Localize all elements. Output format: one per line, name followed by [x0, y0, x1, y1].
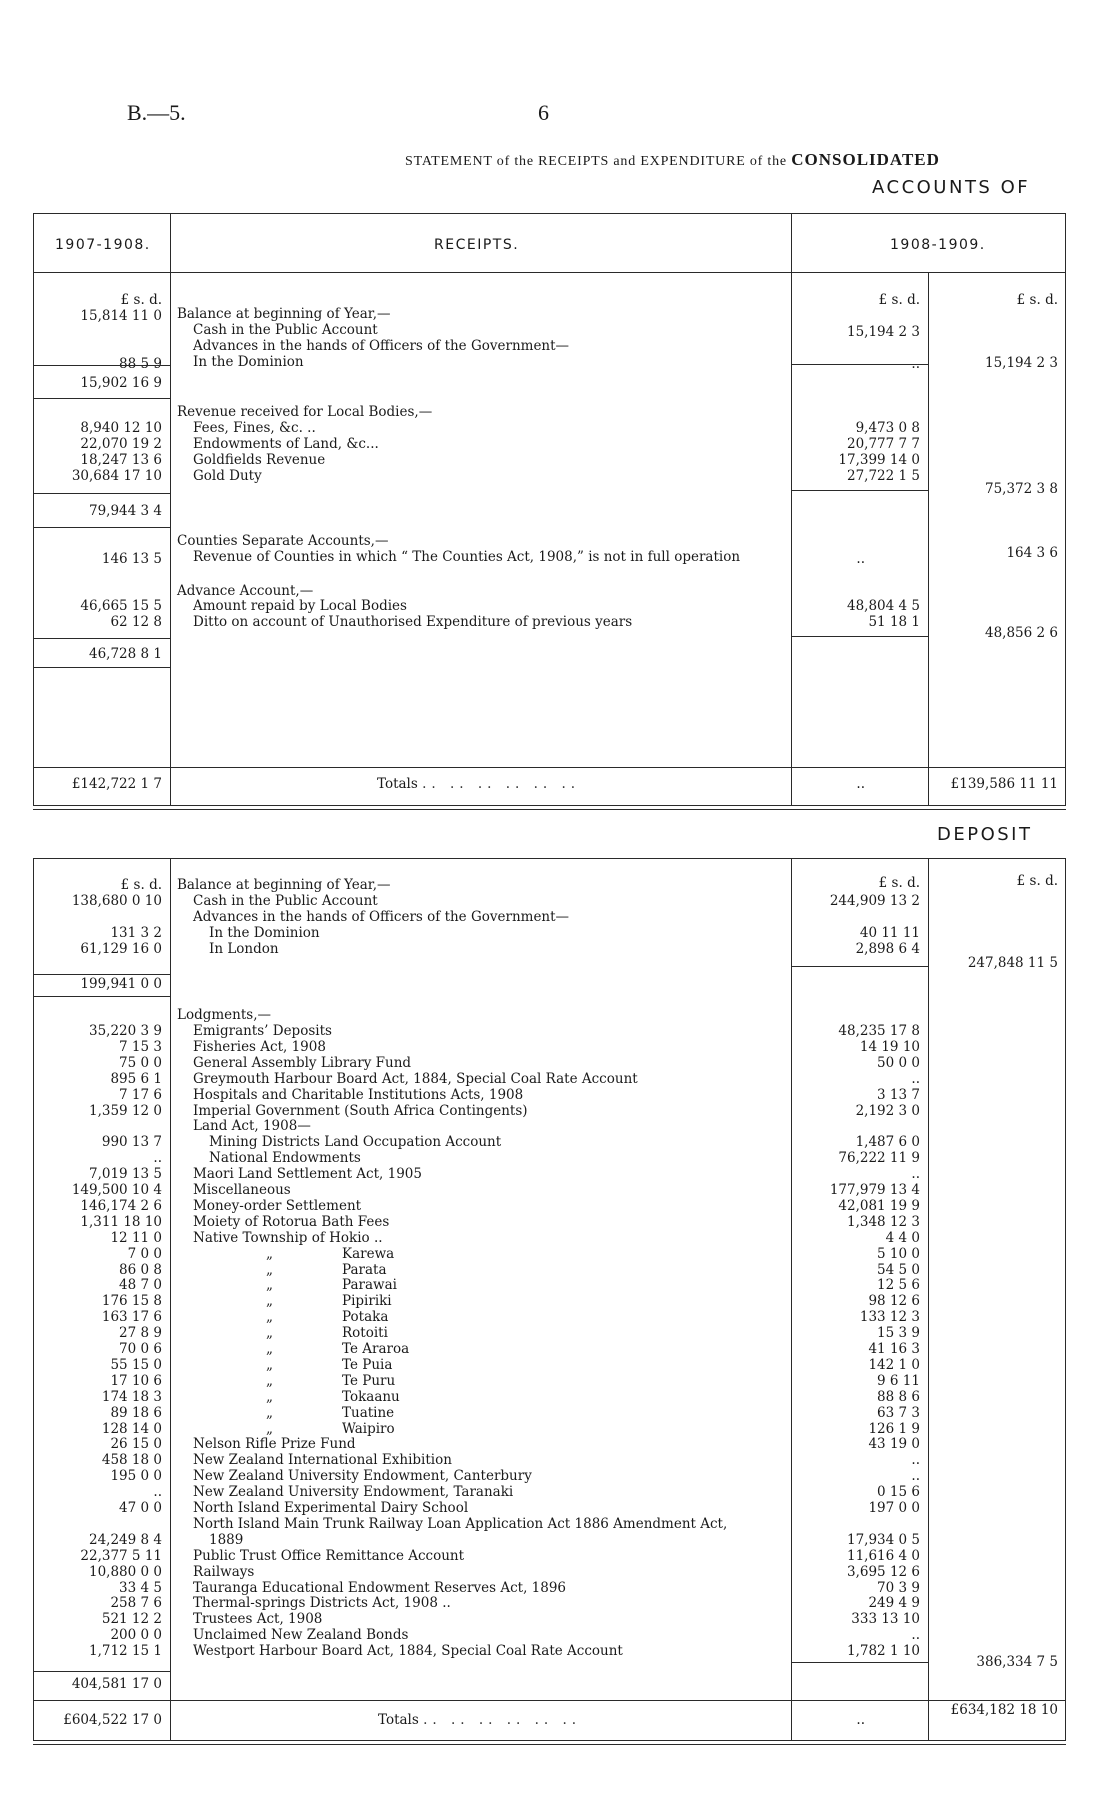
receipts-balance-left: 88 5 9: [119, 356, 162, 372]
deposit-balance-label: Advances in the hands of Officers of the Government—: [193, 909, 570, 925]
deposit-title: DEPOSIT: [937, 824, 1033, 845]
lodgment-mid: 249 4 9: [868, 1595, 920, 1611]
local-bodies-label: Endowments of Land, &c...: [193, 436, 379, 452]
receipts-balance-left: 15,814 11 0: [80, 308, 162, 324]
lodgment-mid: 4 4 0: [885, 1230, 920, 1246]
lodgment-label: Thermal-springs Districts Act, 1908 ..: [193, 1595, 451, 1611]
lodgment-mid: 42,081 19 9: [838, 1198, 920, 1214]
lodgment-left: 521 12 2: [101, 1611, 162, 1627]
page-number: 6: [538, 100, 549, 125]
lodgment-label: Native Township of Hokio ..: [193, 1230, 383, 1246]
deposit-balance-mid: 244,909 13 2: [829, 893, 920, 909]
lodgment-mid: ..: [911, 1452, 920, 1468]
receipts-balance-mid: 15,194 2 3: [847, 324, 920, 340]
lodgment-mid: 48,235 17 8: [838, 1023, 920, 1039]
counties-heading: Counties Separate Accounts,—: [177, 533, 389, 549]
ditto-mark: „: [266, 1405, 273, 1421]
advance-label: Amount repaid by Local Bodies: [193, 598, 407, 614]
lodgment-mid: 1,348 12 3: [847, 1214, 920, 1230]
lodgment-label: Rotoiti: [342, 1325, 388, 1341]
lodgment-mid: 15 3 9: [877, 1325, 920, 1341]
lodgment-label: Waipiro: [342, 1421, 395, 1437]
lodgment-mid: 333 13 10: [851, 1611, 920, 1627]
lodgment-mid: ..: [911, 1071, 920, 1087]
lodgment-label: Nelson Rifle Prize Fund: [193, 1436, 356, 1452]
lodgment-left: 1,311 18 10: [80, 1214, 162, 1230]
receipts-balance-total-right: 15,194 2 3: [985, 355, 1058, 371]
lodgment-left: 174 18 3: [101, 1389, 162, 1405]
lodgment-mid: 0 15 6: [877, 1484, 920, 1500]
lodgment-mid: 197 0 0: [868, 1500, 920, 1516]
deposit-totals-label: Totals .. .. .. .. .. ..: [378, 1712, 582, 1728]
deposit-currency-mid: £ s. d.: [878, 875, 920, 891]
lodgment-mid: 43 19 0: [868, 1436, 920, 1452]
deposit-balance-mid: 40 11 11: [859, 925, 920, 941]
lodgment-left: 55 15 0: [110, 1357, 162, 1373]
lodgment-label: Hospitals and Charitable Institutions Acts, 1908: [193, 1087, 524, 1103]
local-bodies-label: Fees, Fines, &c. ..: [193, 420, 316, 436]
statement-title: [405, 150, 940, 170]
lodgment-left: 70 0 6: [119, 1341, 162, 1357]
statement-title-text: STATEMENT of the RECEIPTS and EXPENDITURE of the: [405, 154, 787, 169]
local-bodies-left: 22,070 19 2: [80, 436, 162, 452]
lodgment-label: Fisheries Act, 1908: [193, 1039, 326, 1055]
local-bodies-heading: Revenue received for Local Bodies,—: [177, 404, 433, 420]
receipts-totals-label-text: Totals: [377, 776, 418, 792]
lodgments-total-left: 404,581 17 0: [71, 1676, 162, 1692]
lodgment-label: 1889: [209, 1532, 244, 1548]
receipts-balance-label: Balance at beginning of Year,—: [177, 306, 391, 322]
lodgment-mid: 70 3 9: [877, 1580, 920, 1596]
advance-left: 46,665 15 5: [80, 598, 162, 614]
lodgment-label: Emigrants’ Deposits: [193, 1023, 332, 1039]
lodgment-left: 33 4 5: [119, 1580, 162, 1596]
deposit-totals-label-text: Totals: [378, 1712, 419, 1728]
statement-subtitle: ACCOUNTS OF: [872, 177, 1031, 198]
ditto-mark: „: [266, 1389, 273, 1405]
ditto-mark: „: [266, 1309, 273, 1325]
deposit-currency-left: £ s. d.: [120, 877, 162, 893]
lodgments-total-right: 386,334 7 5: [976, 1654, 1058, 1670]
lodgment-left: ..: [153, 1484, 162, 1500]
statement-title-bold: CONSOLIDATED: [791, 150, 940, 169]
lodgment-left: 7 15 3: [119, 1039, 162, 1055]
lodgment-label: Mining Districts Land Occupation Account: [209, 1134, 502, 1150]
local-bodies-total-right: 75,372 3 8: [985, 481, 1058, 497]
deposit-balance-mid: 2,898 6 4: [855, 941, 920, 957]
lodgment-left: 1,359 12 0: [89, 1103, 162, 1119]
lodgment-left: 48 7 0: [119, 1277, 162, 1293]
lodgment-mid: 133 12 3: [859, 1309, 920, 1325]
lodgments-heading: Lodgments,—: [177, 1007, 272, 1023]
lodgment-left: 895 6 1: [110, 1071, 162, 1087]
lodgment-mid: 88 8 6: [877, 1389, 920, 1405]
lodgment-left: 10,880 0 0: [89, 1564, 162, 1580]
deposit-balance-total-left: 199,941 0 0: [80, 976, 162, 992]
ditto-mark: „: [266, 1325, 273, 1341]
lodgment-label: Te Puia: [342, 1357, 393, 1373]
local-bodies-mid: 9,473 0 8: [855, 420, 920, 436]
advance-mid: 51 18 1: [868, 614, 920, 630]
local-bodies-label: Goldfields Revenue: [193, 452, 326, 468]
lodgment-mid: 2,192 3 0: [855, 1103, 920, 1119]
lodgment-mid: 17,934 0 5: [847, 1532, 920, 1548]
lodgment-left: 12 11 0: [110, 1230, 162, 1246]
lodgment-mid: 9 6 11: [877, 1373, 920, 1389]
deposit-balance-label: In London: [209, 941, 279, 957]
deposit-balance-left: 131 3 2: [110, 925, 162, 941]
lodgment-left: 26 15 0: [110, 1436, 162, 1452]
lodgment-label: National Endowments: [209, 1150, 361, 1166]
lodgment-mid: ..: [911, 1468, 920, 1484]
ditto-mark: „: [266, 1341, 273, 1357]
lodgment-left: 17 10 6: [110, 1373, 162, 1389]
lodgment-label: North Island Experimental Dairy School: [193, 1500, 469, 1516]
lodgment-mid: 50 0 0: [877, 1055, 920, 1071]
deposit-totals-mid: ..: [856, 1712, 865, 1728]
lodgment-label: North Island Main Trunk Railway Loan Application Act 1886 Amendment Act,: [193, 1516, 728, 1532]
receipts-balance-label: Advances in the hands of Officers of the Government—: [193, 338, 570, 354]
lodgment-mid: 3,695 12 6: [847, 1564, 920, 1580]
lodgment-label: Parawai: [342, 1277, 397, 1293]
counties-right: 164 3 6: [1006, 545, 1058, 561]
lodgment-left: 128 14 0: [101, 1421, 162, 1437]
lodgment-label: New Zealand International Exhibition: [193, 1452, 452, 1468]
deposit-balance-left: 138,680 0 10: [71, 893, 162, 909]
counties-left: 146 13 5: [101, 551, 162, 567]
lodgment-left: 458 18 0: [101, 1452, 162, 1468]
lodgment-left: 990 13 7: [101, 1134, 162, 1150]
advance-heading: Advance Account,—: [177, 583, 314, 599]
lodgment-label: Te Araroa: [342, 1341, 410, 1357]
receipts-totals-label: Totals .. .. .. .. .. ..: [377, 776, 581, 792]
deposit-totals-right: £634,182 18 10: [950, 1702, 1058, 1718]
lodgment-left: 7,019 13 5: [89, 1166, 162, 1182]
col-header-1908-1909: 1908-1909.: [890, 237, 986, 253]
document-reference: B.—5.: [127, 100, 186, 125]
lodgment-left: 75 0 0: [119, 1055, 162, 1071]
lodgment-left: 24,249 8 4: [89, 1532, 162, 1548]
local-bodies-left: 8,940 12 10: [80, 420, 162, 436]
local-bodies-left: 18,247 13 6: [80, 452, 162, 468]
lodgment-left: 7 0 0: [127, 1246, 162, 1262]
lodgment-label: Miscellaneous: [193, 1182, 291, 1198]
local-bodies-left: 30,684 17 10: [71, 468, 162, 484]
counties-label: Revenue of Counties in which “ The Counties Act, 1908,” is not in full operation: [193, 549, 741, 565]
lodgment-label: Imperial Government (South Africa Contingents): [193, 1103, 528, 1119]
local-bodies-mid: 20,777 7 7: [847, 436, 920, 452]
lodgment-left: 89 18 6: [110, 1405, 162, 1421]
lodgment-mid: 76,222 11 9: [838, 1150, 920, 1166]
lodgment-mid: 41 16 3: [868, 1341, 920, 1357]
lodgment-left: 149,500 10 4: [71, 1182, 162, 1198]
advance-total-right: 48,856 2 6: [985, 625, 1058, 641]
lodgment-label: Pipiriki: [342, 1293, 392, 1309]
deposit-balance-left: 61,129 16 0: [80, 941, 162, 957]
ditto-mark: „: [266, 1277, 273, 1293]
lodgment-left: 22,377 5 11: [80, 1548, 162, 1564]
lodgment-label: Maori Land Settlement Act, 1905: [193, 1166, 422, 1182]
ditto-mark: „: [266, 1262, 273, 1278]
local-bodies-total-left: 79,944 3 4: [89, 503, 162, 519]
deposit-totals-left: £604,522 17 0: [63, 1712, 162, 1728]
lodgment-mid: 54 5 0: [877, 1262, 920, 1278]
lodgment-left: 27 8 9: [119, 1325, 162, 1341]
lodgment-mid: 1,487 6 0: [855, 1134, 920, 1150]
ditto-mark: „: [266, 1357, 273, 1373]
lodgment-left: 200 0 0: [110, 1627, 162, 1643]
lodgment-mid: ..: [911, 1166, 920, 1182]
lodgment-mid: 12 5 6: [877, 1277, 920, 1293]
lodgment-label: General Assembly Library Fund: [193, 1055, 412, 1071]
lodgment-mid: 177,979 13 4: [829, 1182, 920, 1198]
ditto-mark: „: [266, 1373, 273, 1389]
receipts-balance-mid: ..: [911, 356, 920, 372]
lodgment-left: 35,220 3 9: [89, 1023, 162, 1039]
lodgment-left: 258 7 6: [110, 1595, 162, 1611]
lodgment-label: Greymouth Harbour Board Act, 1884, Special Coal Rate Account: [193, 1071, 638, 1087]
lodgment-label: Parata: [342, 1262, 387, 1278]
lodgment-label: Trustees Act, 1908: [193, 1611, 323, 1627]
lodgment-label: Westport Harbour Board Act, 1884, Special Coal Rate Account: [193, 1643, 623, 1659]
lodgment-mid: ..: [911, 1627, 920, 1643]
ditto-mark: „: [266, 1421, 273, 1437]
lodgment-left: ..: [153, 1150, 162, 1166]
lodgment-label: New Zealand University Endowment, Taranaki: [193, 1484, 514, 1500]
lodgment-mid: 5 10 0: [877, 1246, 920, 1262]
local-bodies-mid: 27,722 1 5: [847, 468, 920, 484]
deposit-balance-heading: Balance at beginning of Year,—: [177, 877, 391, 893]
lodgment-mid: 14 19 10: [859, 1039, 920, 1055]
advance-label: Ditto on account of Unauthorised Expenditure of previous years: [193, 614, 633, 630]
lodgment-mid: 142 1 0: [868, 1357, 920, 1373]
lodgment-mid: 11,616 4 0: [847, 1548, 920, 1564]
lodgment-mid: 63 7 3: [877, 1405, 920, 1421]
receipts-balance-subtotal-left: 15,902 16 9: [80, 375, 162, 391]
counties-mid: ..: [856, 551, 865, 567]
lodgment-left: 146,174 2 6: [80, 1198, 162, 1214]
local-bodies-label: Gold Duty: [193, 468, 262, 484]
lodgment-label: Tokaanu: [342, 1389, 400, 1405]
lodgment-label: Unclaimed New Zealand Bonds: [193, 1627, 409, 1643]
lodgment-label: Tuatine: [342, 1405, 395, 1421]
deposit-balance-total-right: 247,848 11 5: [967, 955, 1058, 971]
lodgment-mid: 126 1 9: [868, 1421, 920, 1437]
lodgment-label: Railways: [193, 1564, 255, 1580]
lodgment-label: Tauranga Educational Endowment Reserves Act, 1896: [193, 1580, 567, 1596]
receipts-balance-label: Cash in the Public Account: [193, 322, 378, 338]
advance-total-left: 46,728 8 1: [89, 646, 162, 662]
lodgment-label: Potaka: [342, 1309, 389, 1325]
deposit-balance-label: Cash in the Public Account: [193, 893, 378, 909]
lodgment-left: 195 0 0: [110, 1468, 162, 1484]
lodgment-left: 163 17 6: [101, 1309, 162, 1325]
receipts-totals-right: £139,586 11 11: [950, 776, 1058, 792]
ditto-mark: „: [266, 1246, 273, 1262]
lodgment-label: Money-order Settlement: [193, 1198, 362, 1214]
lodgment-label: Public Trust Office Remittance Account: [193, 1548, 465, 1564]
lodgment-left: 47 0 0: [119, 1500, 162, 1516]
col-header-receipts: RECEIPTS.: [434, 237, 520, 253]
col-header-1907-1908: 1907-1908.: [55, 237, 151, 253]
currency-heading-left: £ s. d.: [120, 292, 162, 308]
lodgment-label: New Zealand University Endowment, Canterbury: [193, 1468, 532, 1484]
lodgment-label: Land Act, 1908—: [193, 1118, 311, 1134]
lodgment-left: 86 0 8: [119, 1262, 162, 1278]
receipts-totals-left: £142,722 1 7: [71, 776, 162, 792]
deposit-balance-label: In the Dominion: [209, 925, 320, 941]
lodgment-mid: 1,782 1 10: [847, 1643, 920, 1659]
lodgment-left: 1,712 15 1: [89, 1643, 162, 1659]
advance-left: 62 12 8: [110, 614, 162, 630]
advance-mid: 48,804 4 5: [847, 598, 920, 614]
currency-heading-right: £ s. d.: [1016, 292, 1058, 308]
lodgment-mid: 3 13 7: [877, 1087, 920, 1103]
lodgment-left: 7 17 6: [119, 1087, 162, 1103]
receipts-balance-label: In the Dominion: [193, 354, 304, 370]
lodgment-label: Karewa: [342, 1246, 395, 1262]
ditto-mark: „: [266, 1293, 273, 1309]
currency-heading-mid: £ s. d.: [878, 292, 920, 308]
local-bodies-mid: 17,399 14 0: [838, 452, 920, 468]
lodgment-left: 176 15 8: [101, 1293, 162, 1309]
deposit-currency-right: £ s. d.: [1016, 873, 1058, 889]
lodgment-mid: 98 12 6: [868, 1293, 920, 1309]
lodgment-label: Te Puru: [342, 1373, 396, 1389]
receipts-totals-mid: ..: [856, 776, 865, 792]
lodgment-label: Moiety of Rotorua Bath Fees: [193, 1214, 390, 1230]
